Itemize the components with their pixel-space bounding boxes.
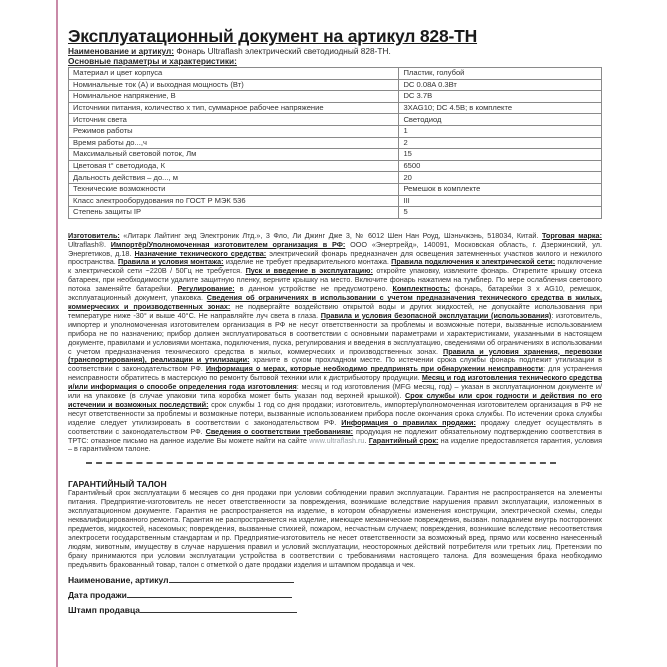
table-row (69, 125, 602, 137)
section-label: Информация о мерах, которые необходимо предпринять при обнаружении неисправности (205, 364, 544, 374)
section-label: Комплектность: (392, 284, 450, 294)
table-row (69, 172, 602, 184)
section-text: «Литарк Лайтинг энд Электроник Лтд.», 3 Фло, Ли Джинг Дже 3, № 6012 Шен Нан Роуд, Шэньчжэнь, 518034, Китай. (119, 230, 542, 240)
warranty-term-text: на изделие предоставляется гарантия, условия – в гарантийном талоне. (68, 435, 602, 454)
section-label: Импортёр/Уполномоченная изготовителем организация в РФ: (110, 239, 346, 249)
table-row (69, 207, 602, 219)
product-name-line (68, 46, 602, 56)
param-value: 1 (399, 125, 602, 137)
param-name: Время работы до...,ч (69, 137, 399, 149)
section-text: электрический фонарь предназначен для освещения затемненных участков жилого и нежилого пространства. (68, 248, 602, 267)
param-value: 6500 (399, 160, 602, 172)
section-label: Правила подключения к электрической сети: (391, 257, 556, 267)
table-row (69, 183, 602, 195)
section-label: Срок службы или срок годности и действия по его истечении и возможных последствий: (68, 391, 602, 409)
table-row (69, 79, 602, 91)
section-text: : для устранения неисправности обратитесь в мастерскую по ремонту бытовой техники или к дистрибьютору продукции. (68, 364, 602, 383)
section-text: : месяц и год изготовления (MFG месяц, год) – указан в эксплуатационном документе и/или на упаковке (в случае упаковки типа коробка может быть указан под верхней крышкой). (68, 382, 602, 401)
parameters-table (68, 67, 602, 219)
warranty-term-label: Гарантийный срок: (368, 435, 439, 445)
table-row (69, 137, 602, 149)
param-value: DC 3.7В (399, 91, 602, 103)
section-text: в данном устройстве не предусмотрено. (234, 284, 393, 294)
table-row (69, 91, 602, 103)
param-name: Максимальный световой поток, Лм (69, 149, 399, 161)
section-label: Информация о правилах продажи: (341, 417, 476, 427)
regulatory-text: Изготовитель: «Литарк Лайтинг энд Электроник Лтд.», 3 Фло, Ли Джинг Дже 3, № 6012 Шен Нан Роуд, Шэньчжэнь, 518034, Китай. Торговая марка: Ultraflash®. Импортёр/Уполномоченная изготовителем организация в РФ: ООО «Энертрейд», 140091, Московская область, г. Дзержинский, ул. Энергетиков, д.18. Назначение технического средства: электрический фонарь предназначен для освещения затемненных участков жилого и нежилого пространства. Правила и условия монтажа: изделие не требует предварительного монтажа. Правила подключения к электрической сети: подключение к электрической сети ~220В / 50Гц не требуется. Пуск и введение в эксплуатацию: откройте упаковку, извлеките фонарь. Открепите крышку отсека батареек, при необходимости удалите защитную пленку, верните крышку на место. Включите фонарь нажатием на тумблер. По мере ослабления светового потока заменяйте батарейки. Регулирование: в данном устройстве не предусмотрено. Комплектность: фонарь, батарейки 3 x AG10, ремешок, эксплуатационный документ, упаковка. Сведения об ограничениях в использовании с учетом предназначения технического средства в жилых, коммерческих и производственных зонах: не подвергайте воздействию открытой воды и других жидкостей, не допускайте использования при температуре ниже -30° и выше 40°С. Не направляйте луч света в глаза. Правила и условия безопасной эксплуатации (использования): изготовитель, импортер и уполномоченная изготовителем организация в РФ не несут ответственности за проблемы и возможные потери, вызванные использованием прибора не по назначению; прибор должен эксплуатироваться в соответствии с основными параметрами и характеристиками, указанными в настоящем документе, правилами и условиями монтажа, подключения, пуска, регулирования и введения в эксплуатацию, сведениями об ограничениях в использовании с учетом предназначения технического средства в жилых, коммерческих и производственных зонах. Правила и условия хранения, перевозки (транспортирования), реализации и утилизации: храните в сухом прохладном месте. По истечении срока службы фонарь подлежит утилизации в соответствии с законодательством РФ. Информация о мерах, которые необходимо предпринять при обнаружении неисправности: для устранения неисправности обратитесь в мастерскую по ремонту бытовой техники или к дистрибьютору продукции. Месяц и год изготовления технического средства и/или информация о способе определения года изготовления: месяц и год изготовления (MFG месяц, год) – указан в эксплуатационном документе и/или на упаковке (в случае упаковки типа коробка может быть указан под верхней крышкой). Срок службы или срок годности и действия по его истечении и возможных последствий: срок службы 1 год со дня продажи; изготовитель, импортер/уполномоченная изготовителем организация в РФ не несут ответственности за проблемы и возможные потери, вызванные использованием прибора после окончания срока службы. По истечении срока службы изделие следует утилизировать в соответствии с законодательством РФ. Информация о правилах продажи: продажу следует осуществлять в соответствии с законодательством РФ. Сведения о соответствии требованиям: продукция не подлежит обязательному подтверждению соответствия в ТРТС: отказное письмо на данное изделие Вы можете найти на сайте www.ultraflash.ru. Гарантийный срок: на изделие предоставляется гарантия, условия – в гарантийном талоне. (68, 230, 603, 454)
param-name: Технические возможности (69, 183, 399, 195)
param-value: III (399, 195, 602, 207)
product-name-label: Наименование и артикул: (68, 46, 175, 56)
param-name: Дальность действия – до..., м (69, 172, 399, 184)
section-text: продажу следует осуществлять в соответствии с законодательством РФ. (68, 417, 602, 436)
param-value: 2 (399, 137, 602, 149)
warranty-field-blank[interactable] (127, 589, 292, 598)
param-name: Номинальное напряжение, В (69, 91, 399, 103)
params-heading: Основные параметры и характеристики: (68, 56, 237, 66)
section-label: Регулирование: (177, 284, 235, 294)
section-text: продукция не подлежит обязательному подтверждению соответствия в ТРТС: отказное письмо на данное изделие Вы можете найти на сайте (68, 426, 603, 445)
section-text: ООО «Энертрейд», 140091, Московская область, г. Дзержинский, ул. Энергетиков, д.18. (68, 239, 603, 258)
param-value: DC 0.08A 0.3Вт (399, 79, 602, 91)
param-value: 20 (399, 172, 602, 184)
warranty-card-text: Гарантийный срок эксплуатации 6 месяцев со дня продажи при условии соблюдении правил эксплуатации. Гарантия не распространяется на элементы питания. Предприятие-изготовитель не несет ответственности за повреждения, возникшие вследствие нарушения правил эксплуатации, изложенных в эксплуатационном документе. Гарантия не распространяется на изделие, в котором обнаружены изменения конструкции, электрической схемы, следы неквалифицированного ремонта. Гарантия не распространяется на изделие, имеющее механические повреждения, вызван. попаданием внутрь посторонних предметов, жидкостей, насекомых; повреждения, вызванные стихией, пожаром, несчастным случаем; повреждения, возникшие вследствие несоответствия электросети государственным стандартам и пр. Предприятие-изготовитель не несет ответственности за возможный вред, прямо или косвенно нанесенный людям, животным, имуществу в случае нарушения правил и условий эксплуатации, неосторожных действий потребителя или третьих лиц. Претензии по браку принимаются при условии эксплуатации устройства в соответствии с требованиями настоящего талона. Для возмещения брака необходимо предъявить бракованный товар, талон с отметкой о дате продажи изделия и штампом продавца и чек. (68, 488, 602, 569)
warranty-field-label: Дата продажи (68, 589, 127, 600)
section-text: фонарь, батарейки 3 x AG10, ремешок, эксплуатационный документ, упаковка. (68, 284, 602, 303)
section-text: подключение к электрической сети ~220В / 50Гц не требуется. (68, 257, 603, 276)
warranty-card-title: ГАРАНТИЙНЫЙ ТАЛОН (68, 479, 167, 490)
website-link[interactable]: www.ultraflash.ru (309, 435, 365, 445)
section-label: Назначение технического средства: (134, 248, 267, 258)
param-name: Степень защиты IP (69, 207, 399, 219)
param-name: Источник света (69, 114, 399, 126)
section-text: изделие не требует предварительного монтажа. (223, 257, 392, 267)
section-label: Сведения об ограничениях в использовании с учетом предназначения технического средства в жилых, коммерческих и производственных зонах: (68, 293, 602, 311)
table-row (69, 195, 602, 207)
product-name-value: Фонарь Ultraflash электрический светодиодный 828-TH. (174, 46, 391, 56)
table-row (69, 114, 602, 126)
param-name: Класс электрооборудования по ГОСТ Р МЭК 536 (69, 195, 399, 207)
document-title: Эксплуатационный документ на артикул 828-TH (68, 26, 478, 46)
warranty-field (68, 574, 602, 585)
page-margin-line (56, 0, 58, 667)
param-name: Источники питания, количество х тип, суммарное рабочее напряжение (69, 102, 399, 114)
section-label: Пуск и введение в эксплуатацию: (245, 266, 373, 276)
section-label: Сведения о соответствии требованиям: (205, 426, 354, 436)
param-value: Светодиод (399, 114, 602, 126)
section-text: Ultraflash®. (68, 239, 111, 249)
warranty-field-label: Штамп продавца (68, 604, 141, 615)
table-row (69, 160, 602, 172)
section-label: Правила и условия хранения, перевозки (транспортирования), реализации и утилизации: (68, 346, 602, 365)
table-row (69, 68, 602, 80)
section-label: Правила и условия безопасной эксплуатации (использования) (320, 310, 552, 320)
table-row (69, 102, 602, 114)
section-text: храните в сухом прохладном месте. По истечении срока службы фонарь подлежит утилизации в соответствии с законодательством РФ. (68, 355, 602, 374)
section-text: не подвергайте воздействию открытой воды и других жидкостей, не допускайте использования при температуре ниже -30° и выше 40°С. Не направляйте луч света в глаза. (68, 301, 603, 320)
warranty-field-blank[interactable] (169, 574, 294, 583)
document-page (68, 26, 602, 615)
param-value: Пластик, голубой (399, 68, 602, 80)
param-value: 15 (399, 149, 602, 161)
param-name: Режимов работы (69, 125, 399, 137)
param-name: Цветовая t° светодиода, К (69, 160, 399, 172)
section-label: Правила и условия монтажа: (117, 257, 224, 267)
param-value: Ремешок в комплекте (399, 183, 602, 195)
param-value: 3XAG10; DC 4.5В; в комплекте (399, 102, 602, 114)
section-label: Торговая марка: (541, 230, 602, 240)
section-text: : изготовитель, импортер и уполномоченная изготовителем организация в РФ не несут ответственности за проблемы и возможные потери, вызванные использованием прибора не по назначению; прибор должен эксплуатироваться в соответствии с основными параметрами и характеристиками, указанными в настоящем документе, правилами и условиями монтажа, подключения, пуска, регулирования и введения в эксплуатацию, сведениями об ограничениях в использовании с учетом предназначения технического средства в жилых, коммерческих и производственных зонах. (68, 310, 602, 356)
warranty-field (68, 589, 602, 600)
section-label: Изготовитель: (68, 230, 120, 240)
param-name: Номинальные ток (А) и выходная мощность (Вт) (69, 79, 399, 91)
param-value: 5 (399, 207, 602, 219)
section-text: срок службы 1 год со дня продажи; изготовитель, импортер/уполномоченная изготовителем организация в РФ не несут ответственности за проблемы и возможные потери, вызванные использованием прибора после окончания срока службы. По истечении срока службы изделие следует утилизировать в соответствии с законодательством РФ. (68, 399, 602, 427)
warranty-field (68, 604, 602, 615)
warranty-field-blank[interactable] (140, 604, 297, 613)
section-label: Месяц и год изготовления технического средства и/или информация о способе определения года изготовления (68, 373, 602, 392)
warranty-field-label: Наименование, артикул (68, 574, 169, 585)
table-row (69, 149, 602, 161)
section-text: откройте упаковку, извлеките фонарь. Открепите крышку отсека батареек, при необходимости удалите защитную пленку, верните крышку на место. Включите фонарь нажатием на тумблер. По мере ослабления светового потока заменяйте батарейки. (68, 266, 602, 294)
param-name: Материал и цвет корпуса (69, 68, 399, 80)
cut-line-divider (86, 462, 556, 464)
warranty-fields (68, 574, 602, 615)
